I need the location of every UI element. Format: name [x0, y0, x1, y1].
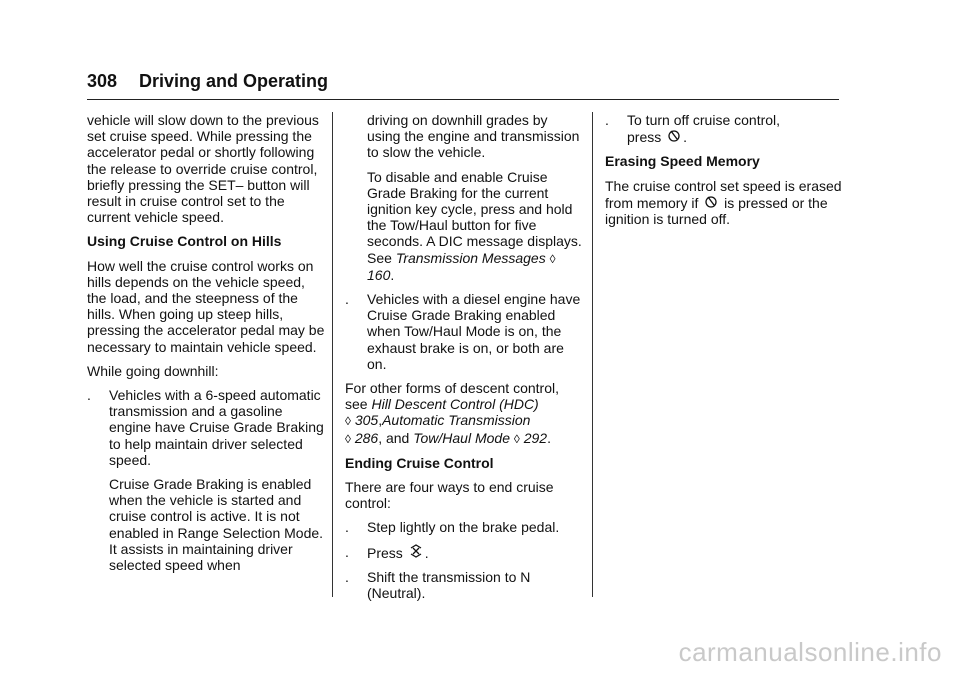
paragraph: vehicle will slow down to the previous set cruise speed. While pressing the accelerator pedal or shortly following the release to override cruise control, briefly pressing the SET– button will result in cruise control set to the current vehicle speed.	[87, 112, 319, 226]
cross-reference-link[interactable]: Hill Descent Control (HDC)	[371, 396, 539, 413]
paragraph: There are four ways to end cruise control:	[345, 479, 554, 512]
page-ref-number[interactable]: 286	[354, 429, 379, 446]
paragraph: How well the cruise control works on hills depends on the vehicle speed, the load, and the steepness of the hills. When going up steep hills, pressing the accelerator pedal may be necessary to maintain vehicle speed.	[87, 257, 325, 355]
bullet-glyph: .	[345, 543, 349, 560]
heading-hills: Using Cruise Control on Hills	[87, 233, 282, 250]
paragraph-text: For other forms of descent control, see	[345, 380, 559, 413]
list-item-text: To turn off cruise control,	[627, 112, 781, 128]
bullet-glyph: .	[345, 519, 349, 536]
column-divider	[592, 112, 593, 597]
cross-reference-link[interactable]: Transmission Messages	[395, 249, 546, 266]
list-item	[87, 387, 327, 468]
page-ref-number[interactable]: 292	[523, 429, 548, 446]
heading-erasing: Erasing Speed Memory	[605, 153, 760, 170]
paragraph-text: To disable and enable Cruise Grade Braking for the current ignition key cycle, press and hold the Tow/Haul button for five seconds. A DIC message displays. See	[367, 168, 582, 266]
watermark: carmanualsonline.info	[678, 637, 942, 667]
cruise-power-icon	[667, 128, 681, 145]
paragraph: To disable and enable Cruise Grade Braking for the current ignition key cycle, press and hold the Tow/Haul button for five seconds. A DIC message displays. See Transmission Messages ◊ 160.	[367, 168, 582, 283]
bullet-glyph: .	[345, 568, 349, 585]
page-ref-number[interactable]: 305	[354, 412, 379, 429]
paragraph: For other forms of descent control, see Hill Descent Control (HDC) ◊ 305,Automatic Transmission ◊ 286, and Tow/Haul Mode ◊ 292.	[345, 380, 559, 446]
cancel-cruise-icon	[409, 544, 423, 561]
page-ref-icon: ◊	[345, 414, 351, 429]
list-item-text: Shift the transmission to N (Neutral).	[367, 568, 531, 602]
header-rule	[87, 99, 839, 100]
paragraph	[605, 178, 845, 228]
list-item-text: Vehicles with a 6-speed automatic transmission and a gasoline engine have Cruise Grade Braking to help maintain driver selected speed.	[109, 387, 324, 468]
list-item: . Press .	[345, 543, 429, 561]
paragraph: driving on downhill grades by using the engine and transmission to slow the vehicle.	[367, 112, 580, 161]
cruise-power-icon	[704, 194, 718, 211]
paragraph: While going downhill:	[87, 362, 219, 379]
list-item	[345, 519, 583, 535]
page-header	[87, 71, 839, 101]
page-ref-number[interactable]: 160	[367, 266, 391, 283]
section-title: Driving and Operating	[139, 71, 329, 91]
bullet-glyph: .	[345, 291, 349, 308]
paragraph-text: is pressed or the ignition is turned off.	[605, 194, 828, 228]
list-item-text: Step lightly on the brake pedal.	[367, 519, 560, 536]
cross-reference-link[interactable]: Tow/Haul Mode	[413, 429, 510, 446]
list-item	[345, 291, 583, 372]
bullet-glyph: .	[605, 112, 609, 128]
page-ref-icon: ◊	[513, 431, 520, 446]
page-ref-icon: ◊	[549, 251, 556, 266]
paragraph-text: The cruise control set speed is erased from memory if	[605, 177, 842, 211]
bullet-glyph: .	[87, 387, 91, 404]
cross-reference-link[interactable]: Automatic Transmission	[382, 412, 531, 429]
page-number: 308	[87, 71, 118, 91]
list-item	[345, 569, 583, 601]
column-3	[605, 112, 845, 235]
list-item-text: Press	[367, 544, 403, 561]
list-item: . To turn off cruise control, press .	[605, 112, 781, 146]
column-divider	[332, 112, 333, 597]
list-item-text: press	[627, 129, 662, 146]
paragraph: Cruise Grade Braking is enabled when the vehicle is started and cruise control is active. It is not enabled in Range Selection Mode. It assists in maintaining driver selected speed when	[109, 476, 324, 574]
page-ref-icon: ◊	[345, 431, 351, 446]
paragraph-text: , and	[378, 429, 410, 446]
column-1	[87, 112, 327, 581]
column-2	[345, 112, 583, 609]
heading-ending: Ending Cruise Control	[345, 454, 494, 471]
list-item-text: Vehicles with a diesel engine have Cruise Grade Braking enabled when Tow/Haul Mode is on, the exhaust brake is on, or both are on.	[367, 291, 581, 372]
